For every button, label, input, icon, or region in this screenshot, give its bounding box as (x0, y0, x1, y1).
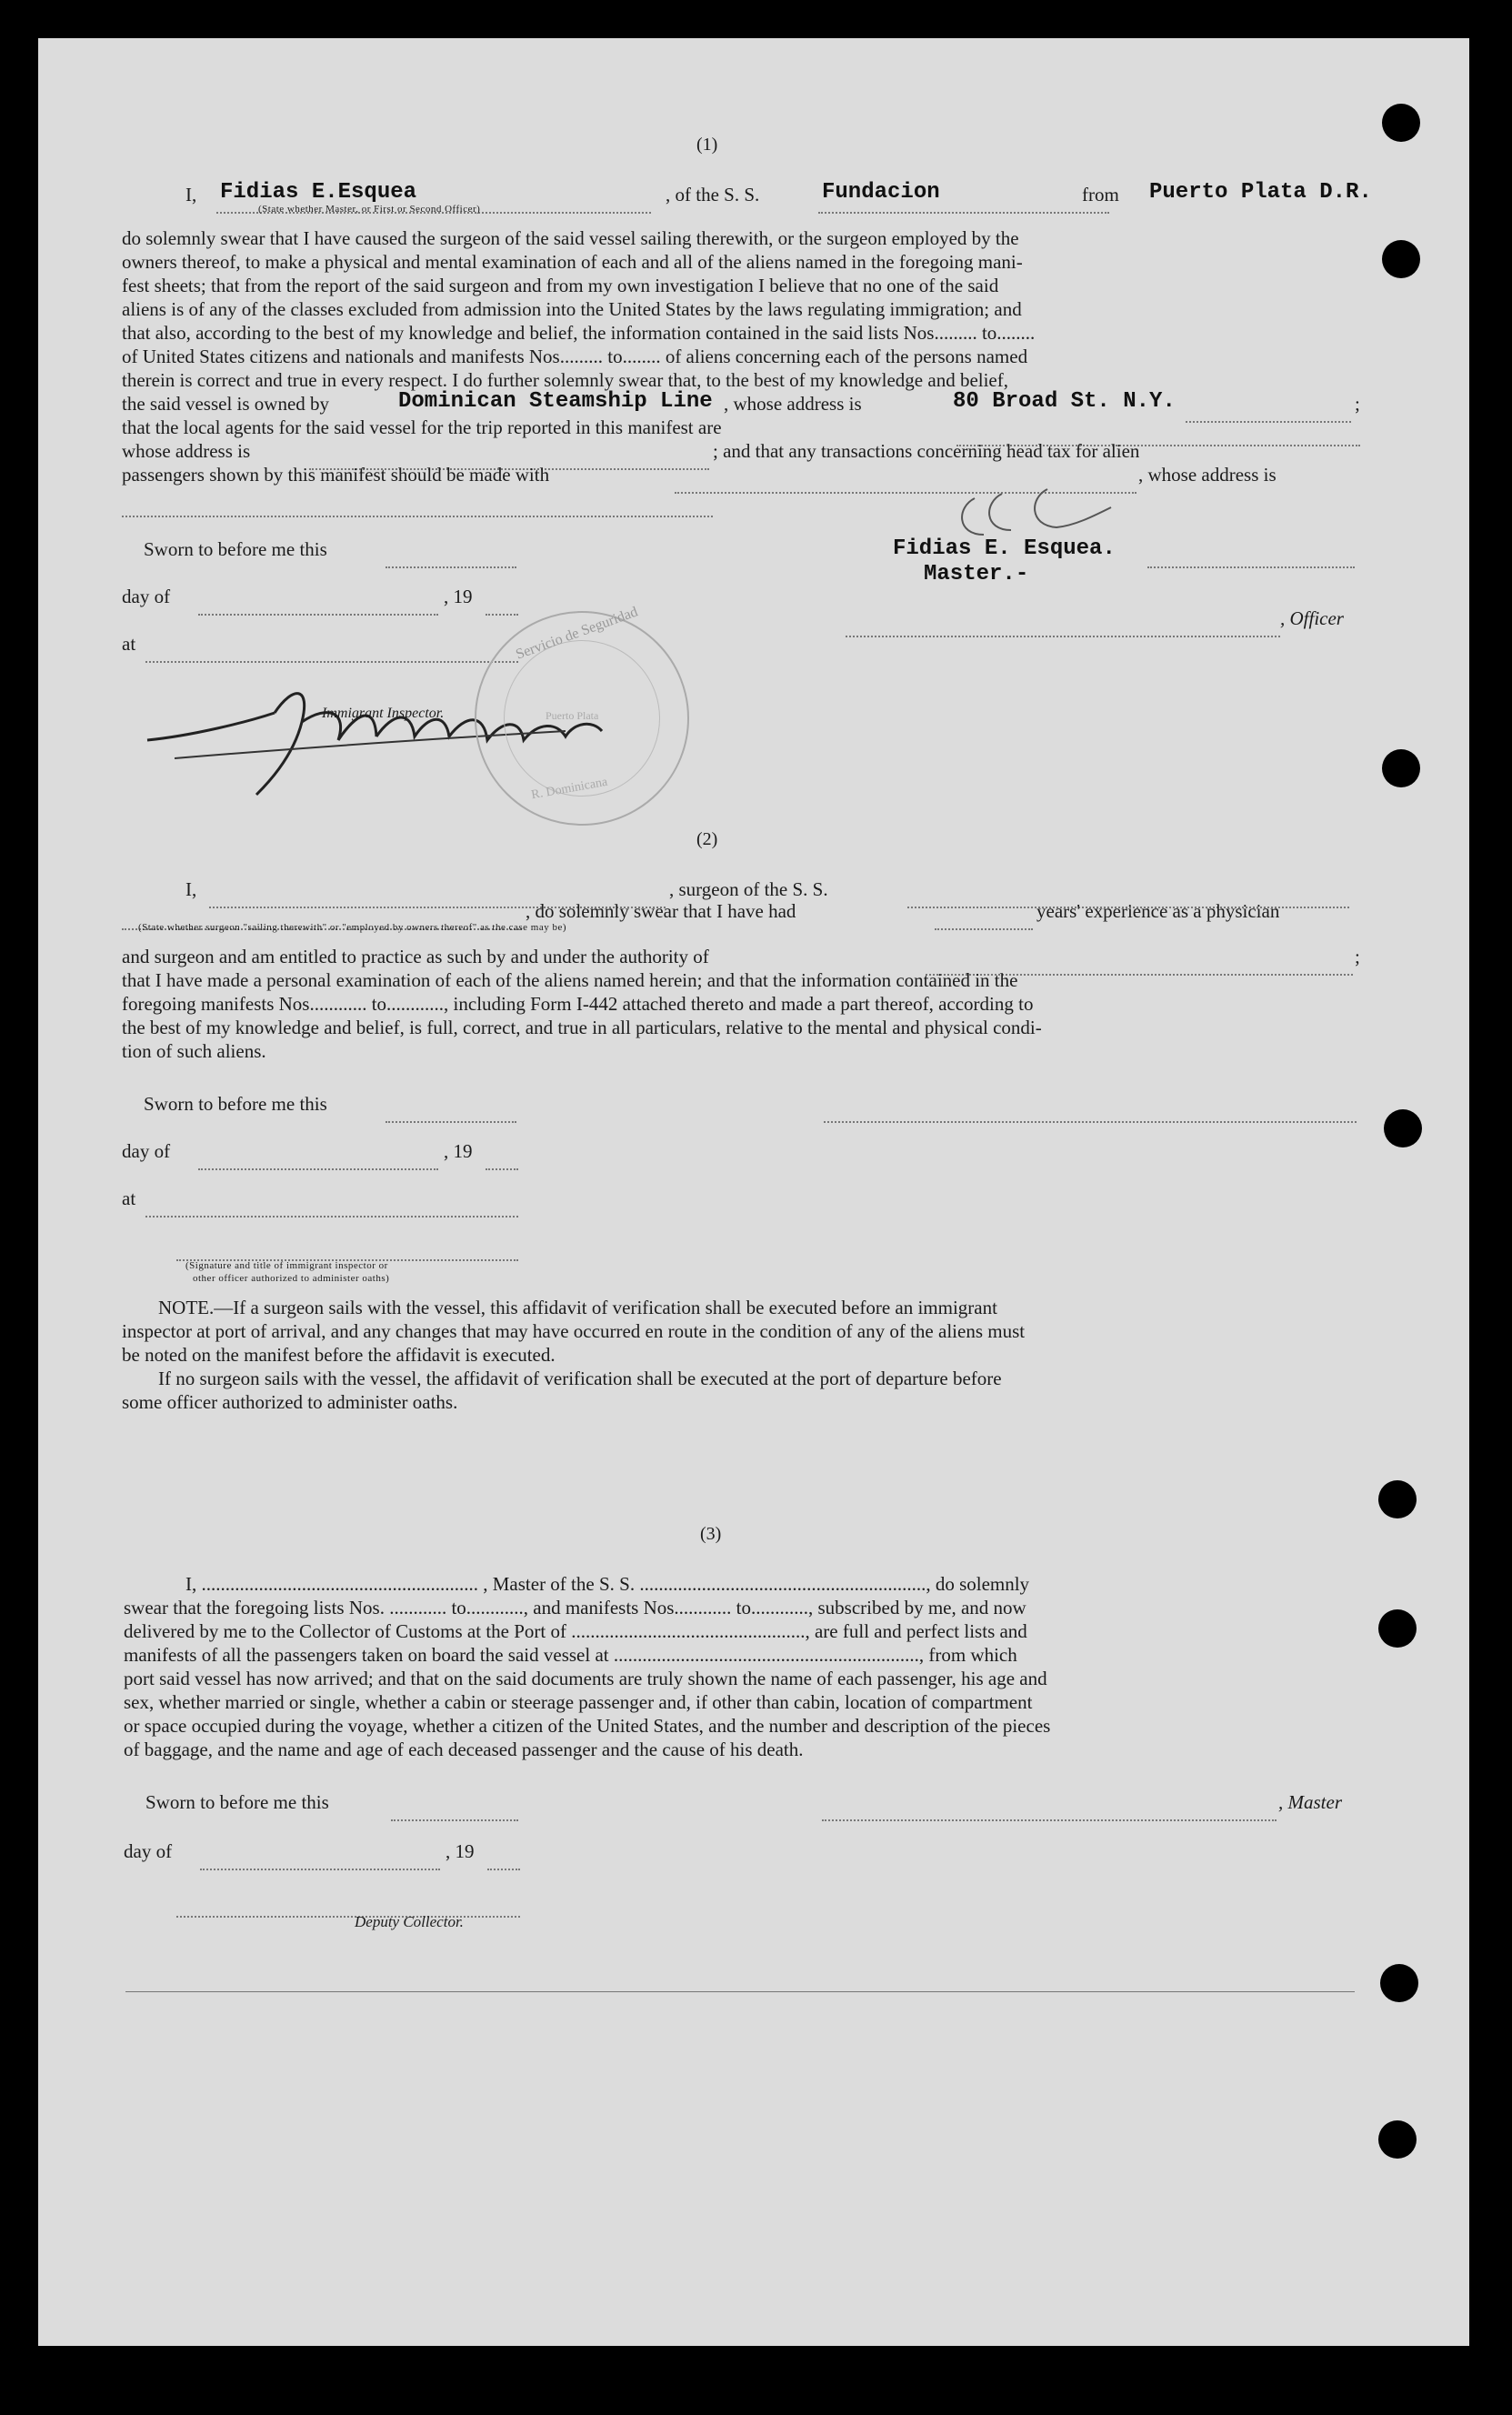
punch-hole-3 (1382, 749, 1420, 787)
officer-note: (State whether Master, or First or Second Officer) (258, 204, 481, 215)
section-2-sig-note-1: (Signature and title of immigrant inspector or (185, 1260, 388, 1271)
note-paragraph-2: inspector at port of arrival, and any changes that may have occurred en route in the condition of any of the aliens must (122, 1320, 1026, 1342)
vessel-dotted-line (818, 202, 1109, 218)
section-2-paragraph-1: and surgeon and am entitled to practice as such by and under the authority of (122, 946, 709, 967)
master-title: Master.- (924, 562, 1029, 586)
section-3-paragraph-6: sex, whether married or single, whether a cabin or steerage passenger and, if other than cabin, location of compartment (124, 1691, 1033, 1713)
punch-hole-4 (1384, 1109, 1422, 1147)
note-paragraph-3: be noted on the manifest before the affidavit is executed. (122, 1344, 556, 1366)
section-3-paragraph-2: swear that the foregoing lists Nos. ............ to............, and manifests Nos............ to............, subscribed by me, and now (124, 1597, 1026, 1618)
section-2-sworn-label: Sworn to before me this (144, 1093, 327, 1115)
section-3-paragraph-8: of baggage, and the name and age of each deceased passenger and the cause of his death. (124, 1739, 804, 1760)
section-2-paragraph-2: that I have made a personal examination of each of the aliens named herein; and that the information contained in the (122, 969, 1018, 991)
section-1-paragraph-2: owners thereof, to make a physical and mental examination of each and all of the aliens named in the foregoing mani- (122, 251, 1023, 273)
document-page (38, 38, 1469, 2346)
punch-hole-5 (1378, 1480, 1417, 1518)
passengers-label: passengers shown by this manifest should be made with (122, 464, 550, 486)
section-2-pronoun: I, (185, 878, 197, 900)
section-2-year-dotted (486, 1158, 518, 1175)
section-1-line-1 (185, 184, 196, 206)
section-2-at-label: at (122, 1187, 136, 1209)
section-2-year-label: , 19 (444, 1140, 473, 1162)
note-paragraph-4: If no surgeon sails with the vessel, the affidavit of verification shall be executed at the port of departure before (158, 1368, 1002, 1389)
inspector-label: Immigrant Inspector. (322, 706, 445, 721)
stamp-mid-text: Puerto Plata (546, 709, 599, 722)
pronoun: I, (185, 184, 197, 205)
deputy-collector-dotted (176, 1906, 520, 1922)
section-1-paragraph-4: aliens is of any of the classes excluded from admission into the United States by the laws regulating immigration; and (122, 298, 1022, 320)
years-dotted (935, 918, 1033, 935)
bottom-rule (125, 1991, 1355, 1992)
section-3-day-dotted (200, 1859, 440, 1875)
deputy-collector-label: Deputy Collector. (355, 1913, 464, 1930)
officer-label: , Officer (1280, 607, 1344, 629)
section-1-at-label: at (122, 633, 136, 655)
punch-hole-8 (1378, 2120, 1417, 2159)
master-name: Fidias E.Esquea (220, 180, 417, 205)
section-2-at-dotted (145, 1206, 518, 1222)
section-1-number: (1) (696, 135, 718, 155)
section-3-day-of-label: day of (124, 1840, 173, 1862)
section-1-sworn-dotted (386, 556, 516, 573)
section-3-paragraph-4: manifests of all the passengers taken on board the said vessel at ................................................................, from which (124, 1644, 1017, 1666)
years-experience-label: years' experience as a physician (1036, 900, 1280, 922)
section-3-paragraph-7: or space occupied during the voyage, whether a citizen of the United States, and the number and description of the pieces (124, 1715, 1051, 1737)
vessel-owner: Dominican Steamship Line (398, 389, 713, 414)
from-label: from (1082, 184, 1119, 205)
owner-address-label: , whose address is (724, 393, 862, 415)
officer-dotted (846, 626, 1280, 642)
of-the-ss-label: , of the S. S. (666, 184, 760, 205)
section-3-sworn-label: Sworn to before me this (145, 1791, 329, 1813)
surgeon-note: (State whether surgeon "sailing therewith" or "employed by owners thereof" as the case may be) (138, 922, 567, 933)
master-signer-dotted (1147, 556, 1355, 573)
section-2-number: (2) (696, 829, 718, 849)
section-3-sworn-dotted (391, 1809, 518, 1826)
section-2-day-dotted (198, 1158, 438, 1175)
agents-address-label: whose address is (122, 440, 251, 462)
punch-hole-2 (1382, 240, 1420, 278)
address-semicolon: ; (1355, 393, 1360, 415)
owned-by-label: the said vessel is owned by (122, 393, 330, 415)
local-agents-label: that the local agents for the said vessel for the trip reported in this manifest are (122, 416, 722, 438)
stamp-top-text: Servicio de Seguridad (514, 604, 640, 663)
section-3-paragraph-1: I, .......................................................... , Master of the S. S. ............................................................, do solemnly (185, 1573, 1030, 1595)
punch-hole-1 (1382, 104, 1420, 142)
section-3-master-label: , Master (1278, 1791, 1342, 1813)
section-1-paragraph-7: therein is correct and true in every respect. I do further solemnly swear that, to the best of my knowledge and belief, (122, 369, 1008, 391)
section-2-paragraph-4: the best of my knowledge and belief, is full, correct, and true in all particulars, relative to the mental and physical condi- (122, 1017, 1042, 1038)
section-2-sworn-dotted (386, 1111, 516, 1127)
head-tax-address-dotted-line (122, 506, 713, 522)
section-2-day-of-label: day of (122, 1140, 171, 1162)
section-2-paragraph-5: tion of such aliens. (122, 1040, 266, 1062)
section-1-paragraph-1: do solemnly swear that I have caused the surgeon of the said vessel sailing therewith, or the surgeon employed by the (122, 227, 1019, 249)
vessel-name: Fundacion (822, 180, 940, 205)
section-2-sig-note-2: other officer authorized to administer oaths) (193, 1273, 390, 1284)
owner-address: 80 Broad St. N.Y. (953, 389, 1176, 414)
surgeon-of-ss-label: , surgeon of the S. S. (669, 878, 828, 900)
address-dotted-line (1186, 411, 1351, 427)
section-3-year-label: , 19 (446, 1840, 475, 1862)
stamp-bottom-text: R. Dominicana (530, 775, 609, 803)
punch-hole-6 (1378, 1609, 1417, 1648)
section-3-number: (3) (700, 1524, 722, 1544)
section-1-day-of-label: day of (122, 586, 171, 607)
note-paragraph-1: NOTE.—If a surgeon sails with the vessel, this affidavit of verification shall be executed before an immigrant (158, 1297, 997, 1318)
do-solemnly-swear-label: , do solemnly swear that I have had (526, 900, 796, 922)
note-paragraph-5: some officer authorized to administer oaths. (122, 1391, 458, 1413)
section-1-paragraph-6: of United States citizens and nationals and manifests Nos......... to........ of aliens concerning each of the persons named (122, 346, 1028, 367)
section-1-paragraph-3: fest sheets; that from the report of the said surgeon and from my own investigation I believe that no one of the said (122, 275, 999, 296)
head-tax-label: ; and that any transactions concerning head tax for alien (713, 440, 1140, 462)
section-1-day-dotted (198, 604, 438, 620)
section-1-paragraph-5: that also, according to the best of my knowledge and belief, the information contained in the said lists Nos......... to........ (122, 322, 1036, 344)
head-tax-address-label: , whose address is (1138, 464, 1277, 486)
official-stamp (475, 604, 689, 826)
section-2-paragraph-3: foregoing manifests Nos............ to............, including Form I-442 attached thereto and made a part thereof, according to (122, 993, 1034, 1015)
punch-hole-7 (1380, 1964, 1418, 2002)
section-1-year-label: , 19 (444, 586, 473, 607)
section-3-master-dotted (822, 1809, 1277, 1826)
section-3-paragraph-5: port said vessel has now arrived; and that on the said documents are truly shown the name of each passenger, his age and (124, 1668, 1047, 1689)
departure-port: Puerto Plata D.R. (1149, 180, 1372, 205)
section-1-year-dotted (486, 604, 518, 620)
section-1-sworn-label: Sworn to before me this (144, 538, 327, 560)
section-2-signature-dotted (824, 1111, 1357, 1127)
section-3-paragraph-3: delivered by me to the Collector of Customs at the Port of ................................................., are full and perfect lists and (124, 1620, 1027, 1642)
master-signer-name: Fidias E. Esquea. (893, 536, 1116, 561)
authority-semicolon: ; (1355, 946, 1360, 967)
section-3-year-dotted (487, 1859, 520, 1875)
